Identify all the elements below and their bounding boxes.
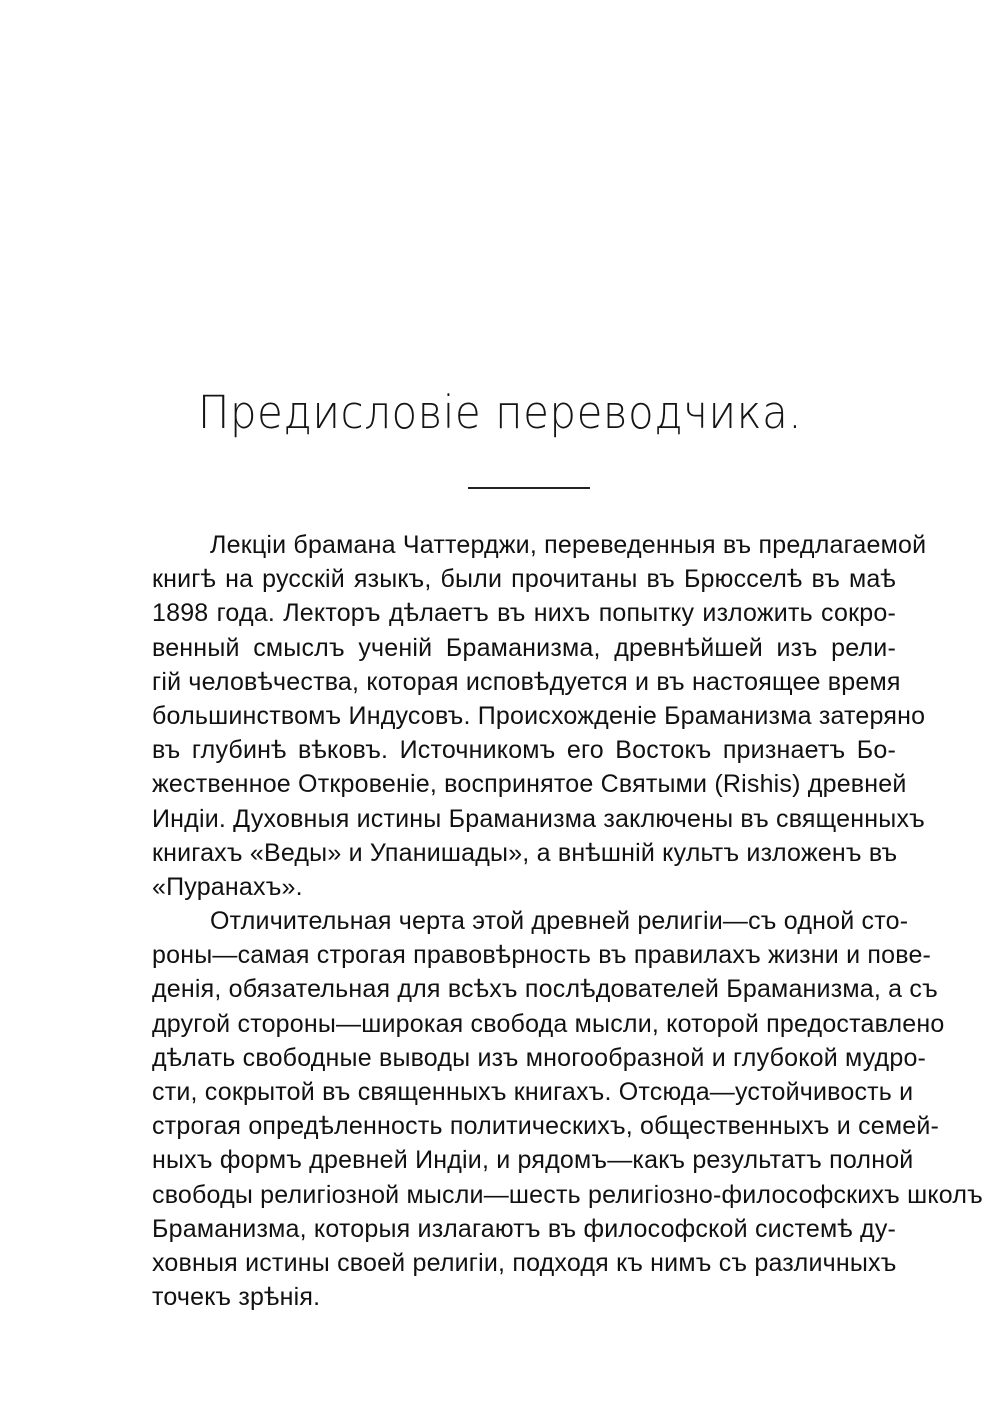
text-line: жественное Откровеніе, воспринятое Святыми (Rishis) древней [152,770,907,799]
body-text [152,528,983,1314]
text-line: въ глубинѣ вѣковъ. Источникомъ его Востокъ признаетъ Бо- [152,736,896,765]
text-line: книгѣ на русскій языкъ, были прочитаны въ Брюсселѣ въ маѣ [152,565,896,594]
text-line: Лекціи брамана Чаттерджи, переведенныя въ предлагаемой [210,531,927,559]
text-line: ховныя истины своей религіи, подходя къ нимъ съ различныхъ [152,1248,897,1277]
text-line: «Пуранахъ». [152,872,303,901]
text-line: точекъ зрѣнія. [152,1283,321,1312]
text-line: роны—самая строгая правовѣрность въ правилахъ жизни и пове- [152,941,932,970]
text-line: строгая опредѣленность политическихъ, общественныхъ и семей- [152,1112,940,1141]
title-divider [468,487,590,489]
text-line: венный смыслъ ученій Браманизма, древнѣйшей изъ рели- [152,633,896,662]
text-line: свободы религіозной мысли—шесть религіозно-философскихъ школъ [152,1180,983,1209]
text-line: 1898 года. Лекторъ дѣлаетъ въ нихъ попытку изложить сокро- [152,599,896,628]
text-line: Браманизма, которыя излагаютъ въ философской системѣ ду- [152,1214,897,1243]
text-line: денія, обязательная для всѣхъ послѣдователей Браманизма, а съ [152,975,938,1004]
text-line: другой стороны—широкая свобода мысли, которой предоставлено [152,1009,945,1038]
text-line: гій человѣчества, которая исповѣдуется и въ настоящее время [152,667,901,696]
text-line: книгахъ «Веды» и Упанишады», а внѣшній культъ изложенъ въ [152,838,898,867]
text-line: большинствомъ Индусовъ. Происхожденіе Браманизма затеряно [152,701,926,730]
paragraph [152,904,983,1314]
text-line: ныхъ формъ древней Индіи, и рядомъ—какъ результатъ полной [152,1146,914,1175]
text-line: Отличительная черта этой древней религіи—съ одной сто- [210,907,909,936]
page-title: Предисловіе переводчика. [197,386,803,439]
paragraph [152,528,927,904]
text-line: сти, сокрытой въ священныхъ книгахъ. Отсюда—устойчивость и [152,1078,914,1106]
text-line: дѣлать свободные выводы изъ многообразной и глубокой мудро- [152,1043,927,1072]
text-line: Индіи. Духовныя истины Браманизма заключены въ священныхъ [152,804,925,833]
